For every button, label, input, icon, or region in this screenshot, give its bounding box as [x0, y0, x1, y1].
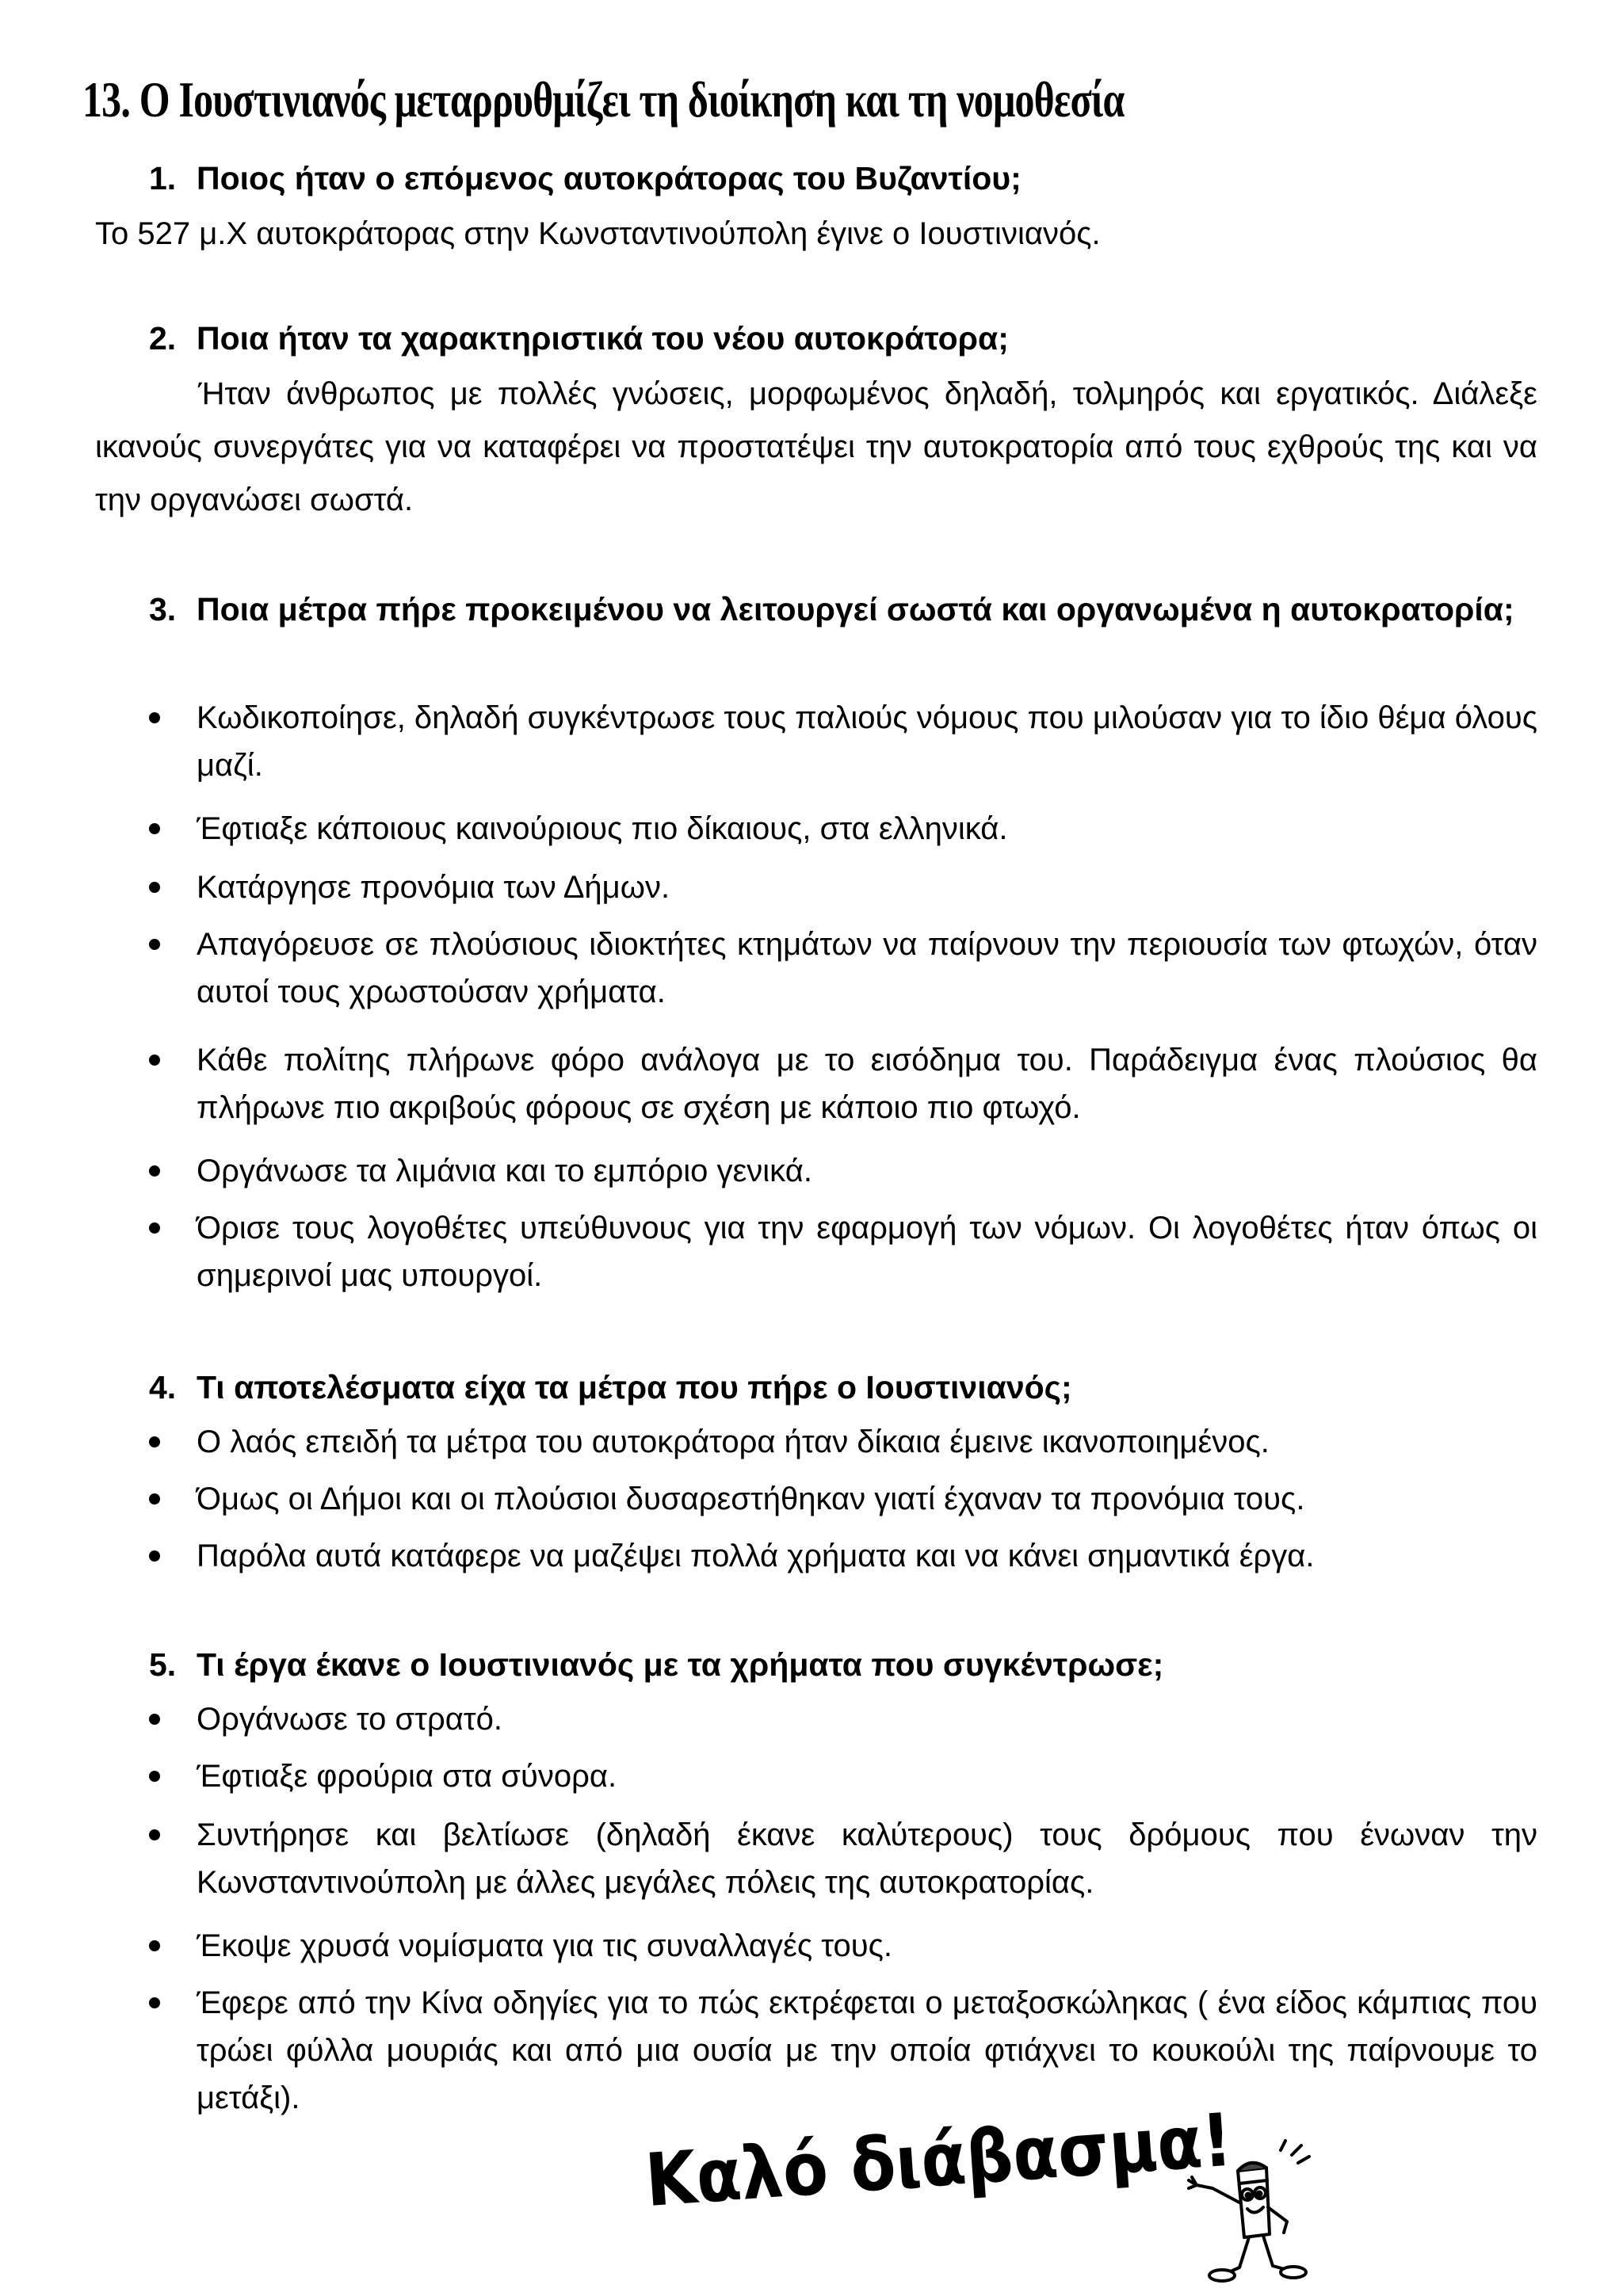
bullet-icon [149, 1493, 160, 1505]
list-item: Έφτιαξε κάποιους καινούριους πιο δίκαιους, στα ελληνικά. [149, 805, 1537, 852]
question-4-number: 4. [149, 1369, 177, 1405]
list-item: Απαγόρευσε σε πλούσιους ιδιοκτήτες κτημάτων να παίρνουν την περιουσία των φτωχών, όταν αυτοί τους χρωστούσαν χρήματα. [149, 921, 1537, 1016]
bullet-icon [149, 1055, 160, 1066]
page-title: 13. Ο Ιουστινιανός μεταρρυθμίζει τη διοίκηση και τη νομοθεσία [82, 71, 1125, 128]
question-1 [149, 155, 1537, 201]
list-item: Οργάνωσε το στρατό. [149, 1695, 1537, 1743]
question-3-number: 3. [149, 591, 177, 627]
bullet-icon [149, 939, 160, 950]
bullet-icon [149, 712, 160, 723]
question-4-text: Τι αποτελέσματα είχα τα μέτρα που πήρε ο Ιουστινιανός; [197, 1369, 1072, 1405]
list-item: Έκοψε χρυσά νομίσματα για τις συναλλαγές τους. [149, 1922, 1537, 1970]
bullet-icon [149, 1165, 160, 1177]
list-item: Ο λαός επειδή τα μέτρα του αυτοκράτορα ήταν δίκαια έμεινε ικανοποιημένος. [149, 1418, 1537, 1466]
question-3 [149, 586, 1537, 632]
question-5-text: Τι έργα έκανε ο Ιουστινιανός με τα χρήματα που συγκέντρωσε; [197, 1646, 1164, 1683]
question-5 [149, 1642, 1537, 1688]
answer-2: Ήταν άνθρωπος με πολλές γνώσεις, μορφωμένος δηλαδή, τολμηρός και εργατικός. Διάλεξε ικανούς συνεργάτες για να καταφέρει να προστατέψει την αυτοκρατορία από τους εχθρούς της και να την οργανώσει σωστά. [95, 376, 1537, 517]
list-item: Κατάργησε προνόμια των Δήμων. [149, 864, 1537, 911]
question-3-text: Ποια μέτρα πήρε προκειμένου να λειτουργεί σωστά και οργανωμένα η αυτοκρατορία; [197, 591, 1514, 627]
bullet-icon [149, 1829, 160, 1840]
question-2-number: 2. [149, 320, 177, 357]
bullet-icon [149, 882, 160, 893]
question-2 [149, 315, 1537, 361]
list-item: Παρόλα αυτά κατάφερε να μαζέψει πολλά χρήματα και να κάνει σημαντικά έργα. [149, 1532, 1537, 1580]
closing-greeting: Καλό διάβασμα! [643, 2097, 1235, 2224]
list-item: Συντήρησε και βελτίωσε (δηλαδή έκανε καλύτερους) τους δρόμους που ένωναν την Κωνσταντινούπολη με άλλες μεγάλες πόλεις της αυτοκρατορίας. [149, 1811, 1537, 1906]
question-1-number: 1. [149, 160, 177, 196]
bullet-icon [149, 823, 160, 834]
list-item: Οργάνωσε τα λιμάνια και το εμπόριο γενικά. [149, 1147, 1537, 1195]
bullet-icon [149, 1550, 160, 1562]
answer-1: Το 527 μ.Χ αυτοκράτορας στην Κωνσταντινούπολη έγινε ο Ιουστινιανός. [95, 216, 1101, 251]
pencil-mascot-icon [1181, 2139, 1316, 2290]
bullet-icon [149, 1771, 160, 1782]
bullet-icon [149, 1714, 160, 1725]
list-item: Όμως οι Δήμοι και οι πλούσιοι δυσαρεστήθηκαν γιατί έχαναν τα προνόμια τους. [149, 1475, 1537, 1523]
list-item: Έφτιαξε φρούρια στα σύνορα. [149, 1753, 1537, 1800]
bullet-icon [149, 1222, 160, 1234]
bullet-icon [149, 1436, 160, 1447]
question-4 [149, 1364, 1537, 1410]
question-2-text: Ποια ήταν τα χαρακτηριστικά του νέου αυτοκράτορα; [197, 320, 1009, 357]
list-item: Κάθε πολίτης πλήρωνε φόρο ανάλογα με το εισόδημα του. Παράδειγμα ένας πλούσιος θα πλήρωνε πιο ακριβούς φόρους σε σχέση με κάποιο πιο φτωχό. [149, 1036, 1537, 1131]
list-item: Κωδικοποίησε, δηλαδή συγκέντρωσε τους παλιούς νόμους που μιλούσαν για το ίδιο θέμα όλους μαζί. [149, 694, 1537, 789]
question-5-number: 5. [149, 1646, 177, 1683]
bullet-icon [149, 1997, 160, 2008]
list-item: Όρισε τους λογοθέτες υπεύθυνους για την εφαρμογή των νόμων. Οι λογοθέτες ήταν όπως οι σημερινοί μας υπουργοί. [149, 1204, 1537, 1299]
bullet-icon [149, 1940, 160, 1951]
list-item: Έφερε από την Κίνα οδηγίες για το πώς εκτρέφεται ο μεταξοσκώληκας ( ένα είδος κάμπιας που τρώει φύλλα μουριάς και από μια ουσία με την οποία φτιάχνει το κουκούλι της παίρνουμε το μετάξι). [149, 1979, 1537, 2122]
question-1-text: Ποιος ήταν ο επόμενος αυτοκράτορας του Βυζαντίου; [197, 160, 1022, 196]
